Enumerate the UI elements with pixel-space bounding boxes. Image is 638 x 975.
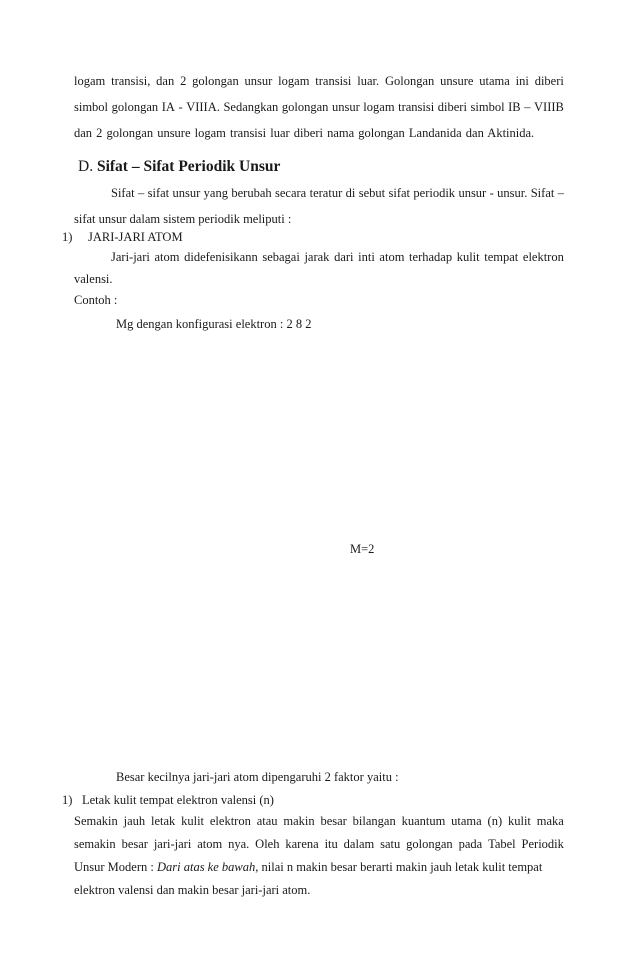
para2-line1-word: Sifat <box>111 186 135 200</box>
item2-line3-post: , nilai n makin besar berarti makin jauh letak kulit tempat <box>255 860 543 874</box>
section-title: Sifat – Sifat Periodik Unsur <box>96 158 281 175</box>
item1-desc-line1-word: atom <box>379 250 405 264</box>
para2-line1-word: yang <box>203 186 228 200</box>
para2-line2: sifat unsur dalam sistem periodik meliputi : <box>74 212 292 226</box>
example-configuration: Mg dengan konfigurasi elektron : 2 8 2 <box>116 317 312 331</box>
para1-line1-word: unsur <box>244 74 273 88</box>
item1-desc-line1-word: jarak <box>304 250 330 264</box>
para2-line1-word: di <box>345 186 356 200</box>
para2-line1-word: sifat <box>147 186 170 200</box>
para1-line2-word: IB <box>508 100 521 114</box>
para1-line3: dan 2 golongan unsure logam transisi luar diberi nama golongan Landanida dan Aktinida. <box>74 126 535 140</box>
item2-line1-word: jauh <box>123 814 146 828</box>
para2-line1-word: unsur. <box>497 186 528 200</box>
item1-desc-line1-word: sebagai <box>262 250 300 264</box>
item2-line2-word: Periodik <box>521 837 564 851</box>
item2-line1-word: (n) <box>487 814 503 828</box>
para1-line2-word: golongan <box>281 100 329 114</box>
item1-number: 1) <box>62 230 73 244</box>
item1-desc-line1-word: dari <box>334 250 354 264</box>
item1-desc-line1-word: kulit <box>456 250 480 264</box>
para1-line1 <box>74 73 564 89</box>
para1-line1-word: golongan <box>192 74 239 88</box>
para1-line2-word: golongan <box>111 100 159 114</box>
item1-desc-line2: valensi. <box>74 272 113 286</box>
para1-line1-word: luar. <box>357 74 380 88</box>
para1-line1-word: logam <box>74 74 106 88</box>
item2-line2-word: golongan <box>406 837 453 851</box>
item2-line2-word: besar <box>121 837 148 851</box>
section-heading <box>78 159 280 175</box>
para1-line1-word: unsure <box>440 74 474 88</box>
para1-line2-word: VIIIA. <box>186 100 220 114</box>
item2-line1-word: bilangan <box>352 814 396 828</box>
para1-line1-word: diberi <box>534 74 564 88</box>
factors-intro: Besar kecilnya jari-jari atom dipengaruhi 2 faktor yaitu : <box>116 770 399 784</box>
para1-line2-word: diberi <box>437 100 467 114</box>
para2-line1-word: - <box>489 186 494 200</box>
item2-line1-word: kuantum <box>401 814 446 828</box>
item2-line1-word: maka <box>536 814 564 828</box>
para1-line1-word: Golongan <box>384 74 435 88</box>
para1-line1-word: 2 <box>180 74 187 88</box>
item2-line2-word: dalam <box>343 837 375 851</box>
item2-line1-word: kulit <box>181 814 205 828</box>
para1-line1-word: dan <box>156 74 175 88</box>
item2-line1-word: letak <box>150 814 176 828</box>
item2-line2-word: satu <box>380 837 401 851</box>
item2-line2 <box>74 836 564 852</box>
item1-desc-line1-word: terhadap <box>409 250 453 264</box>
para1-line1-word: transisi <box>315 74 352 88</box>
item2-line2-word: Oleh <box>255 837 280 851</box>
item2-line1-word: elektron <box>209 814 251 828</box>
item2-line2-word: jari-jari <box>153 837 192 851</box>
item2-line3-italic: Dari atas ke bawah <box>156 860 256 874</box>
para2-line1-word: berubah <box>231 186 272 200</box>
para2-line1 <box>111 185 564 201</box>
para2-line1-word: teratur <box>309 186 343 200</box>
para2-line1-word: unsur <box>172 186 201 200</box>
para1-line2-word: IA <box>161 100 175 114</box>
item2-line3-pre: Unsur Modern : <box>74 860 154 874</box>
para1-line2-word: unsur <box>331 100 360 114</box>
item2-line2-word: pada <box>458 837 483 851</box>
para1-line2-word: transisi <box>398 100 435 114</box>
item2-line2-word: nya. <box>228 837 250 851</box>
para1-line1-word: ini <box>515 74 529 88</box>
para1-line2-word: simbol <box>74 100 109 114</box>
contoh-label: Contoh : <box>74 293 118 307</box>
item1-desc-line1-word: tempat <box>484 250 519 264</box>
item2-number: 1) <box>62 793 73 807</box>
item2-line4: elektron valensi dan makin besar jari-jari atom. <box>74 883 311 897</box>
item1-desc-line1-word: atom <box>154 250 180 264</box>
para2-line1-word: Sifat <box>530 186 555 200</box>
para1-line2-word: logam <box>363 100 395 114</box>
para2-line1-word: – <box>557 186 564 200</box>
para2-line1-word: – <box>137 186 145 200</box>
para2-line1-word: periodik <box>413 186 456 200</box>
item2-line1 <box>74 813 564 829</box>
para1-line1-word: logam <box>278 74 310 88</box>
item2-line3 <box>74 859 564 875</box>
item2-line1-word: atau <box>256 814 278 828</box>
item2-line2-word: Tabel <box>488 837 516 851</box>
item2-line1-word: utama <box>451 814 482 828</box>
item2-line2-word: semakin <box>74 837 116 851</box>
para1-line2 <box>74 99 564 115</box>
para2-line1-word: secara <box>275 186 307 200</box>
para1-line2-word: VIIIB <box>534 100 564 114</box>
item2-line2-word: atom <box>197 837 223 851</box>
diagram-label: M=2 <box>350 542 375 556</box>
para1-line2-word: – <box>524 100 531 114</box>
item2-line1-word: kulit <box>507 814 531 828</box>
item1-title: JARI-JARI ATOM <box>88 230 183 244</box>
item1-desc-line1-word: Jari-jari <box>111 250 150 264</box>
item1-desc-line1-word: didefenisikann <box>184 250 258 264</box>
para1-line1-word: transisi, <box>111 74 151 88</box>
para1-line2-word: - <box>178 100 183 114</box>
para2-line1-word: sifat <box>388 186 411 200</box>
item2-line2-word: itu <box>324 837 338 851</box>
para1-line2-word: simbol <box>470 100 505 114</box>
item2-line1-word: makin <box>283 814 315 828</box>
item1-desc-line1 <box>111 249 564 265</box>
item1-desc-line1-word: elektron <box>522 250 564 264</box>
para2-line1-word: unsur <box>458 186 487 200</box>
para1-line1-word: utama <box>479 74 510 88</box>
para1-line2-word: Sedangkan <box>223 100 279 114</box>
section-prefix: D. <box>78 158 94 175</box>
item2-line1-word: besar <box>320 814 347 828</box>
item2-title: Letak kulit tempat elektron valensi (n) <box>82 793 274 807</box>
item2-line1-word: Semakin <box>74 814 118 828</box>
para2-line1-word: sebut <box>358 186 386 200</box>
item1-desc-line1-word: inti <box>358 250 375 264</box>
item2-line2-word: karena <box>285 837 319 851</box>
